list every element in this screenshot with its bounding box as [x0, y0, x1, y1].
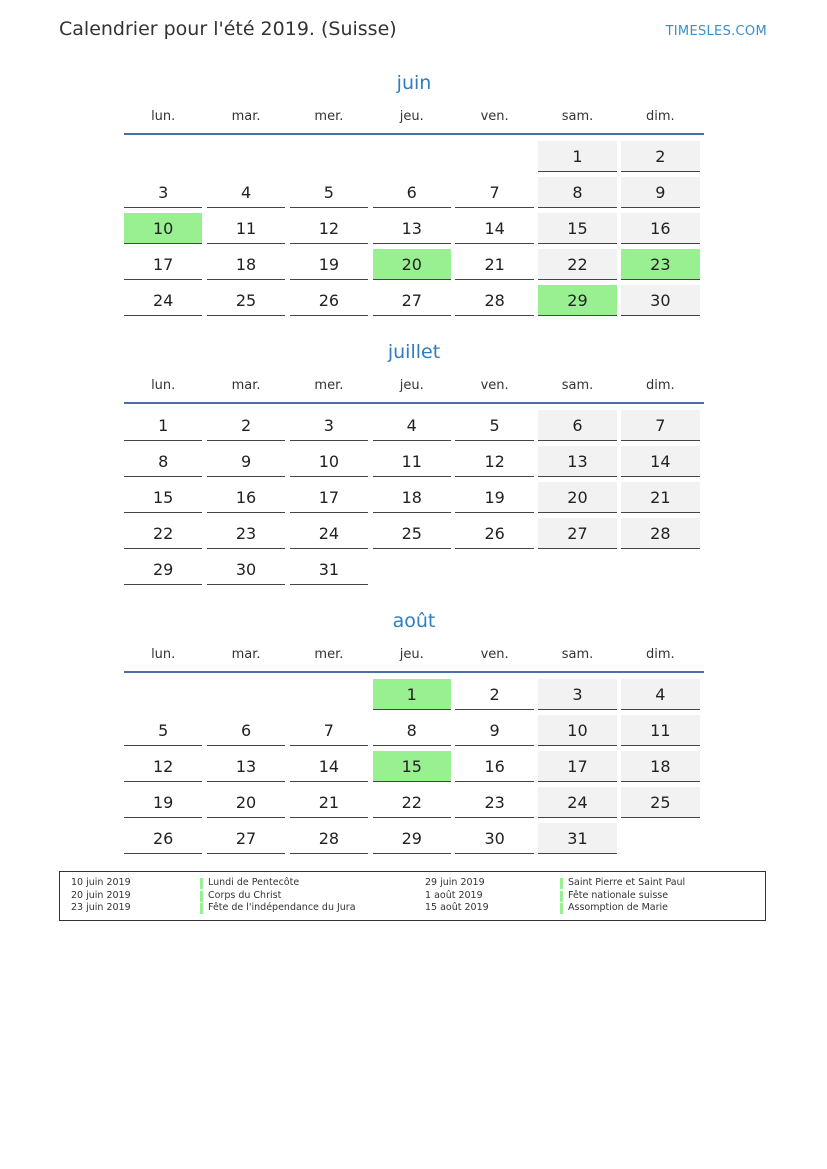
legend-date: 23 juin 2019 [71, 902, 131, 913]
day-cell: 9 [621, 177, 699, 208]
day-cell: 19 [290, 249, 368, 280]
day-cell: 22 [373, 787, 451, 818]
month-name: juillet [387, 341, 441, 363]
empty-day-cell [455, 554, 533, 585]
week-row [124, 715, 704, 751]
day-cell: 5 [124, 715, 202, 746]
day-cell: 30 [455, 823, 533, 854]
week-row [124, 177, 704, 213]
day-cell: 23 [455, 787, 533, 818]
day-cell: 20 [207, 787, 285, 818]
day-cell: 11 [373, 446, 451, 477]
month-name: juin [396, 72, 432, 94]
weekday-header [124, 99, 704, 133]
empty-day-cell [373, 554, 451, 585]
day-cell: 21 [621, 482, 699, 513]
month-calendar [124, 67, 704, 321]
legend-entry [60, 902, 765, 915]
weekday-label: dim. [646, 108, 675, 124]
month-name: août [392, 610, 436, 632]
legend-entry [60, 890, 765, 903]
legend-holiday-name: Lundi de Pentecôte [208, 877, 300, 888]
week-row [124, 213, 704, 249]
month-calendar [124, 336, 704, 590]
day-cell: 29 [124, 554, 202, 585]
day-cell: 8 [373, 715, 451, 746]
day-cell: 25 [207, 285, 285, 316]
day-cell: 2 [207, 410, 285, 441]
legend-color-marker [560, 878, 563, 889]
day-cell: 24 [538, 787, 616, 818]
day-cell: 27 [207, 823, 285, 854]
day-cell: 16 [621, 213, 699, 244]
day-cell: 1 [373, 679, 451, 710]
weekday-label: mar. [231, 108, 261, 124]
weekday-label: jeu. [399, 646, 424, 662]
day-cell: 12 [124, 751, 202, 782]
day-cell: 13 [207, 751, 285, 782]
week-row [124, 410, 704, 446]
day-cell: 31 [538, 823, 616, 854]
day-cell: 15 [373, 751, 451, 782]
day-cell: 17 [538, 751, 616, 782]
week-row [124, 518, 704, 554]
day-cell: 14 [290, 751, 368, 782]
legend-date: 10 juin 2019 [71, 877, 131, 888]
day-cell: 19 [455, 482, 533, 513]
day-cell: 28 [621, 518, 699, 549]
week-row [124, 823, 704, 859]
weekday-label: mar. [231, 646, 261, 662]
day-cell: 2 [621, 141, 699, 172]
week-row [124, 285, 704, 321]
day-cell: 19 [124, 787, 202, 818]
day-cell: 24 [290, 518, 368, 549]
weekday-label: sam. [561, 108, 594, 124]
day-cell: 2 [455, 679, 533, 710]
day-cell: 9 [207, 446, 285, 477]
day-cell: 8 [124, 446, 202, 477]
day-cell: 14 [621, 446, 699, 477]
empty-day-cell [124, 141, 202, 172]
day-cell: 26 [124, 823, 202, 854]
month-calendar [124, 605, 704, 859]
day-cell: 29 [373, 823, 451, 854]
week-row [124, 751, 704, 787]
day-cell: 3 [538, 679, 616, 710]
day-cell: 3 [124, 177, 202, 208]
weekday-label: mer. [314, 646, 344, 662]
week-row [124, 141, 704, 177]
day-cell: 14 [455, 213, 533, 244]
legend-holiday-name: Saint Pierre et Saint Paul [568, 877, 686, 888]
day-cell: 4 [207, 177, 285, 208]
day-cell: 17 [290, 482, 368, 513]
empty-day-cell [621, 554, 699, 585]
day-cell: 5 [455, 410, 533, 441]
day-cell: 21 [455, 249, 533, 280]
day-cell: 27 [373, 285, 451, 316]
empty-day-cell [290, 679, 368, 710]
legend-date: 20 juin 2019 [71, 889, 131, 901]
day-cell: 29 [538, 285, 616, 316]
day-cell: 20 [538, 482, 616, 513]
day-cell: 24 [124, 285, 202, 316]
weekday-label: jeu. [399, 377, 424, 393]
weekday-label: mer. [314, 108, 344, 124]
day-cell: 25 [373, 518, 451, 549]
day-cell: 4 [373, 410, 451, 441]
legend-holiday-name: Assomption de Marie [568, 902, 669, 913]
empty-day-cell [207, 141, 285, 172]
weekday-label: sam. [561, 377, 594, 393]
day-cell: 18 [207, 249, 285, 280]
empty-day-cell [124, 679, 202, 710]
legend-color-marker [560, 903, 563, 914]
day-cell: 13 [373, 213, 451, 244]
empty-day-cell [290, 141, 368, 172]
day-cell: 20 [373, 249, 451, 280]
day-cell: 27 [538, 518, 616, 549]
legend-date: 1 août 2019 [425, 889, 483, 901]
weekday-label: lun. [151, 108, 176, 124]
day-cell: 10 [124, 213, 202, 244]
weekday-header [124, 368, 704, 402]
day-cell: 1 [538, 141, 616, 172]
week-row [124, 554, 704, 590]
day-cell: 6 [538, 410, 616, 441]
day-cell: 9 [455, 715, 533, 746]
legend-color-marker [560, 891, 563, 902]
day-cell: 10 [290, 446, 368, 477]
weekday-header [124, 637, 704, 671]
day-cell: 13 [538, 446, 616, 477]
day-cell: 26 [290, 285, 368, 316]
day-cell: 28 [455, 285, 533, 316]
day-cell: 8 [538, 177, 616, 208]
day-cell: 7 [290, 715, 368, 746]
day-cell: 28 [290, 823, 368, 854]
day-cell: 10 [538, 715, 616, 746]
day-cell: 21 [290, 787, 368, 818]
day-cell: 26 [455, 518, 533, 549]
header-divider [124, 671, 704, 673]
weekday-label: mar. [231, 377, 261, 393]
empty-day-cell [538, 554, 616, 585]
day-cell: 3 [290, 410, 368, 441]
day-cell: 11 [621, 715, 699, 746]
empty-day-cell [621, 823, 699, 854]
day-cell: 18 [621, 751, 699, 782]
weekday-label: ven. [480, 108, 509, 124]
legend-holiday-name: Fête nationale suisse [568, 889, 669, 901]
day-cell: 7 [455, 177, 533, 208]
day-cell: 23 [207, 518, 285, 549]
day-cell: 30 [207, 554, 285, 585]
day-cell: 6 [207, 715, 285, 746]
day-cell: 5 [290, 177, 368, 208]
legend-entry [60, 877, 765, 890]
weekday-label: mer. [314, 377, 344, 393]
legend-holiday-name: Corps du Christ [208, 889, 282, 901]
day-cell: 18 [373, 482, 451, 513]
day-cell: 30 [621, 285, 699, 316]
empty-day-cell [373, 141, 451, 172]
header-divider [124, 133, 704, 135]
weekday-label: lun. [151, 377, 176, 393]
weekday-label: dim. [646, 377, 675, 393]
brand-link[interactable]: TIMESLES.COM [665, 24, 767, 39]
legend-holiday-name: Fête de l'indépendance du Jura [208, 902, 356, 913]
day-cell: 4 [621, 679, 699, 710]
day-cell: 12 [290, 213, 368, 244]
day-cell: 22 [538, 249, 616, 280]
empty-day-cell [207, 679, 285, 710]
legend-date: 29 juin 2019 [425, 877, 485, 888]
empty-day-cell [455, 141, 533, 172]
day-cell: 22 [124, 518, 202, 549]
day-cell: 15 [538, 213, 616, 244]
header-divider [124, 402, 704, 404]
day-cell: 17 [124, 249, 202, 280]
week-row [124, 482, 704, 518]
weekday-label: jeu. [399, 108, 424, 124]
page-title: Calendrier pour l'été 2019. (Suisse) [59, 18, 397, 40]
day-cell: 7 [621, 410, 699, 441]
legend-date: 15 août 2019 [425, 902, 489, 913]
day-cell: 16 [207, 482, 285, 513]
day-cell: 23 [621, 249, 699, 280]
holiday-legend [59, 871, 766, 921]
week-row [124, 787, 704, 823]
day-cell: 15 [124, 482, 202, 513]
weekday-label: sam. [561, 646, 594, 662]
day-cell: 1 [124, 410, 202, 441]
day-cell: 6 [373, 177, 451, 208]
week-row [124, 446, 704, 482]
weekday-label: dim. [646, 646, 675, 662]
weekday-label: lun. [151, 646, 176, 662]
day-cell: 12 [455, 446, 533, 477]
day-cell: 25 [621, 787, 699, 818]
week-row [124, 249, 704, 285]
day-cell: 16 [455, 751, 533, 782]
day-cell: 31 [290, 554, 368, 585]
weekday-label: ven. [480, 646, 509, 662]
week-row [124, 679, 704, 715]
weekday-label: ven. [480, 377, 509, 393]
day-cell: 11 [207, 213, 285, 244]
